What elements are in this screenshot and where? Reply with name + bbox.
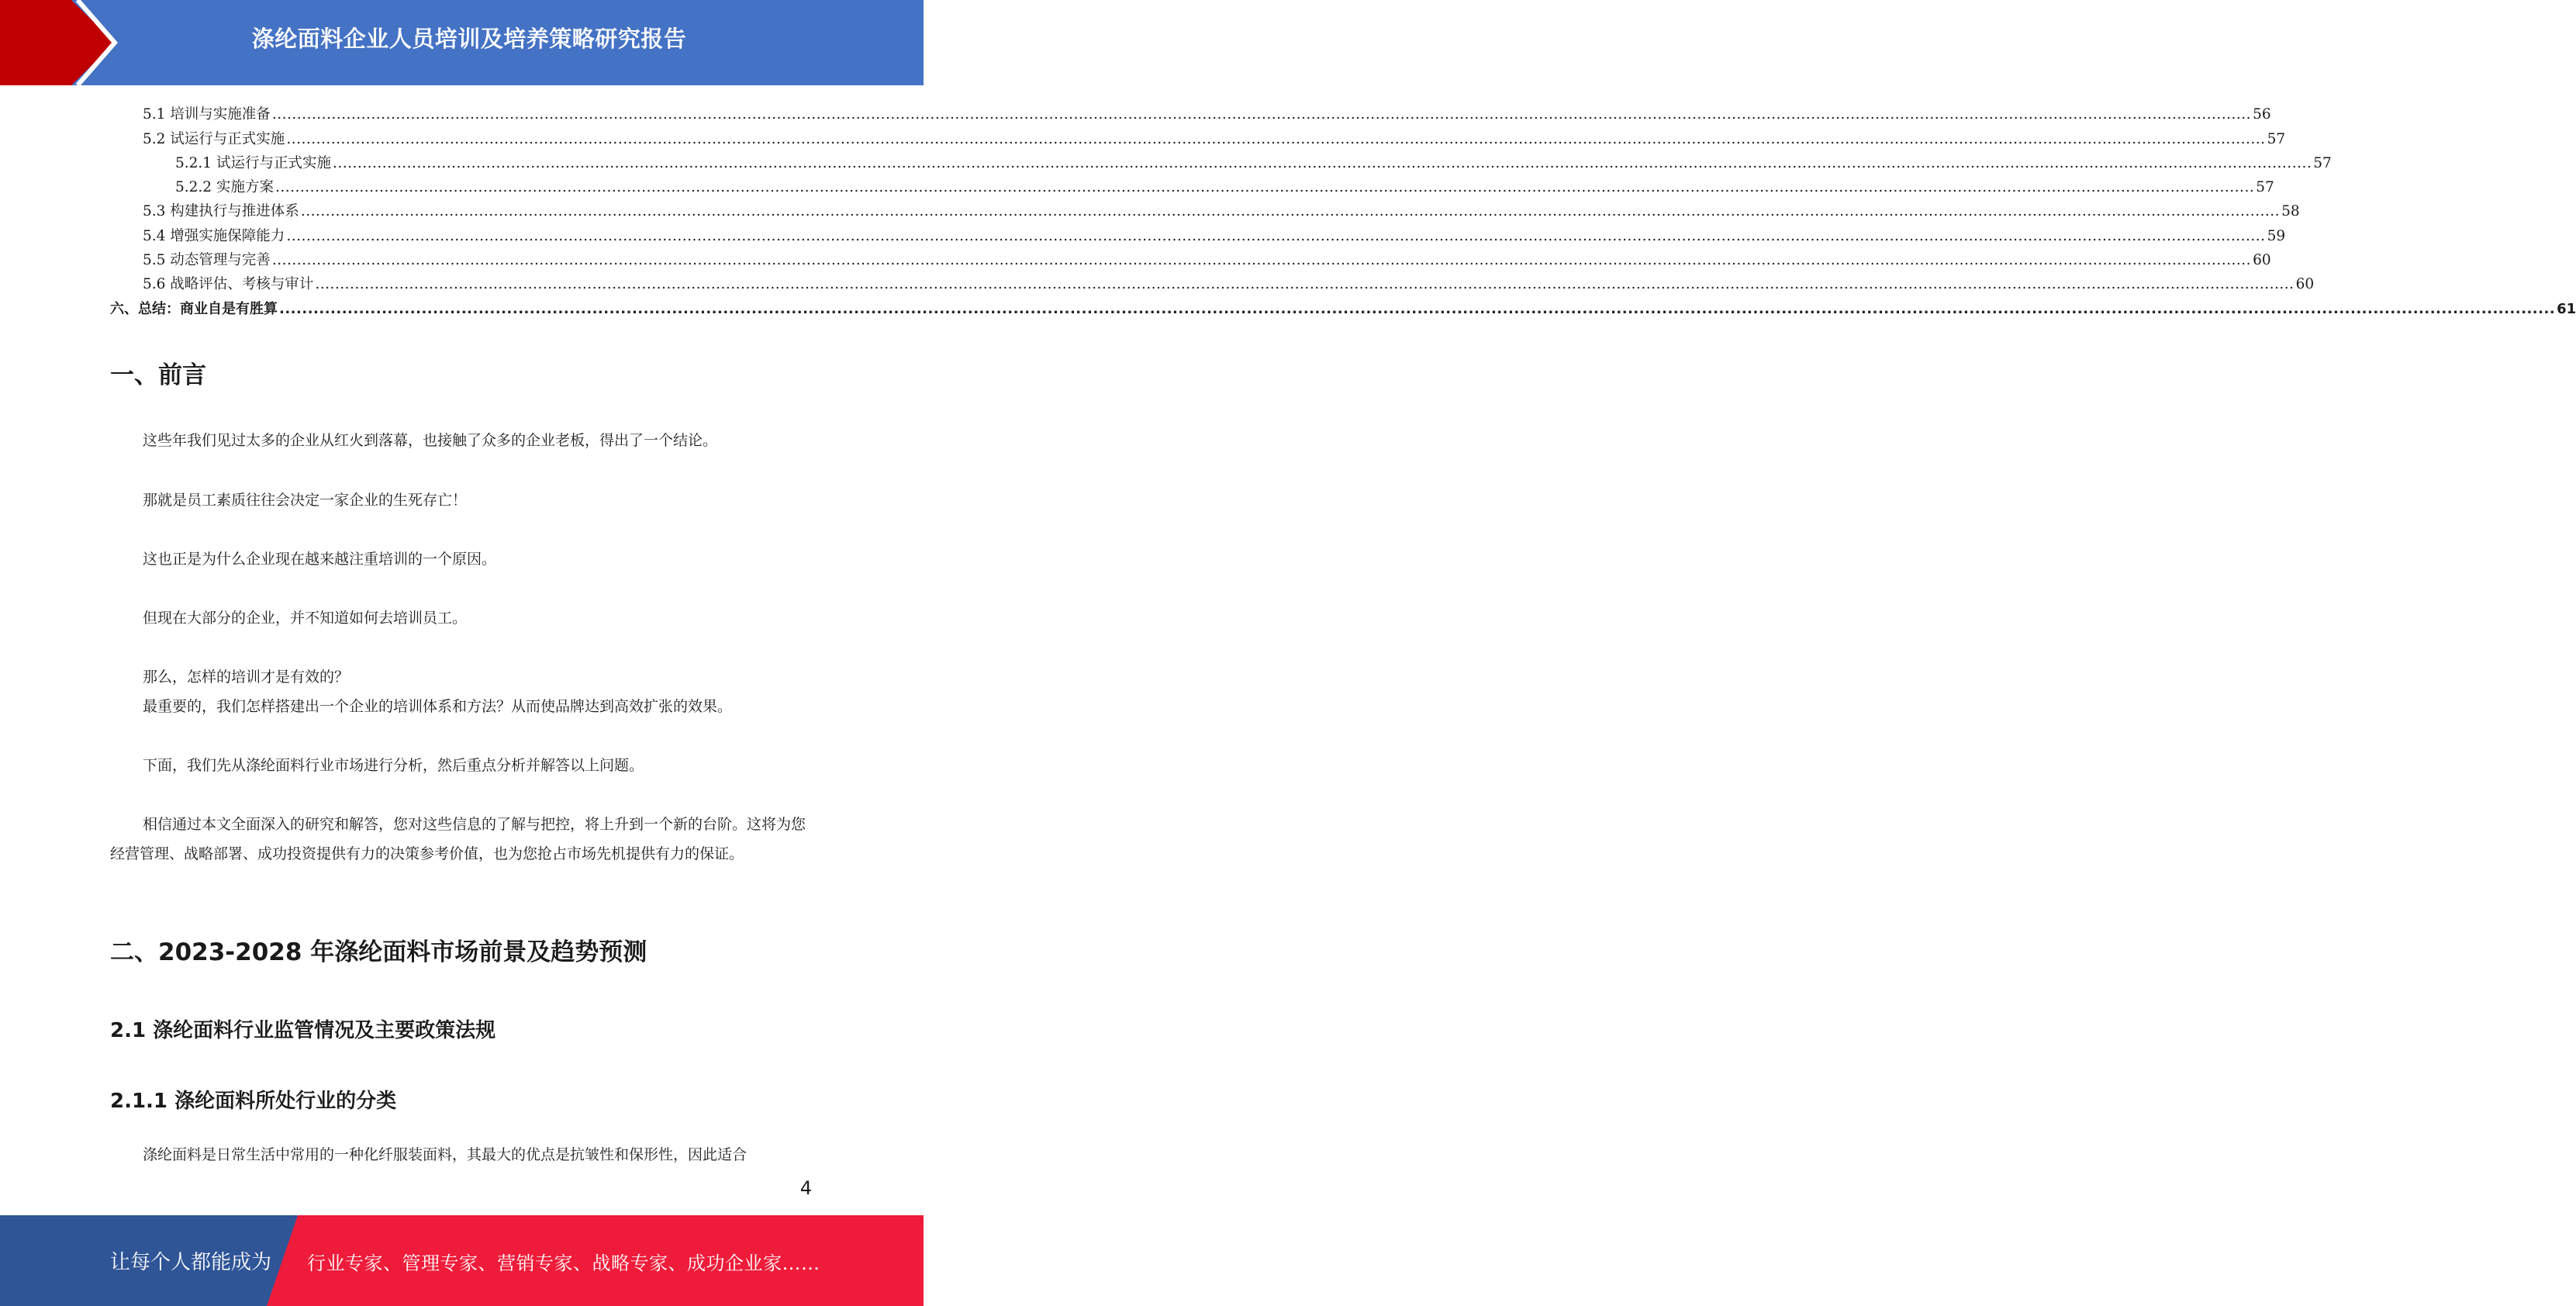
toc-entry-title: 5.1 培训与实施准备 (143, 106, 271, 123)
paragraph-text: 那就是员工素质往往会决定一家企业的生死存亡！ (143, 492, 468, 509)
paragraph-text: 但现在大部分的企业，并不知道如何去培训员工。 (143, 610, 468, 627)
paragraph-text: 涤纶面料是日常生活中常用的一种化纤服装面料，其最大的优点是抗皱性和保形性，因此适合 (143, 1146, 748, 1163)
subsection-heading: 2.1.1 涤纶面料所处行业的分类 (110, 1090, 397, 1113)
footer-slogan-left: 让每个人都能成为 (110, 1251, 272, 1274)
toc-entry-page: 58 (2281, 203, 2300, 220)
paragraph-text: 那么，怎样的培训才是有效的？ (143, 669, 350, 686)
toc-entry[interactable] (110, 196, 2300, 220)
toc-entry-page: 59 (2267, 227, 2286, 244)
toc-entry[interactable] (110, 245, 2271, 269)
table-of-contents (110, 99, 2576, 318)
paragraph (110, 426, 813, 455)
toc-entry[interactable] (110, 269, 2315, 293)
paragraph-text: 这也正是为什么企业现在越来越注重培训的一个原因。 (143, 551, 497, 568)
section-heading-market: 二、2023-2028 年涤纶面料市场前景及趋势预测 (110, 938, 647, 966)
toc-entry-title: 5.3 构建执行与推进体系 (143, 203, 299, 220)
paragraph (110, 810, 813, 869)
paragraph (110, 485, 813, 515)
toc-entry-page: 56 (2253, 106, 2271, 123)
paragraph-text: 最重要的，我们怎样搭建出一个企业的培训体系和方法？从而使品牌达到高效扩张的效果。 (143, 698, 733, 715)
toc-entry-page: 57 (2256, 179, 2274, 196)
header-title: 涤纶面料企业人员培训及培养策略研究报告 (251, 26, 687, 52)
toc-leader-dots: ................................................................................................................................................................................................................................................................................................................................................................................................................ (286, 227, 2266, 244)
toc-leader-dots: ................................................................................................................................................................................................................................................................................................................................................................................................................ (279, 300, 2556, 317)
toc-entry-page: 60 (2295, 276, 2315, 293)
toc-leader-dots: ................................................................................................................................................................................................................................................................................................................................................................................................................ (332, 154, 2312, 171)
toc-entry[interactable] (110, 123, 2286, 147)
paragraph (110, 751, 813, 780)
toc-entry-page: 57 (2267, 130, 2286, 147)
toc-entry[interactable] (110, 148, 2332, 172)
toc-entry-page: 60 (2253, 252, 2271, 269)
toc-leader-dots: ................................................................................................................................................................................................................................................................................................................................................................................................................ (271, 252, 2252, 269)
toc-leader-dots: ................................................................................................................................................................................................................................................................................................................................................................................................................ (286, 130, 2266, 147)
paragraph (110, 662, 813, 721)
toc-entry[interactable] (110, 220, 2286, 244)
paragraph (110, 603, 813, 633)
toc-entry-title: 5.4 增强实施保障能力 (143, 227, 285, 244)
paragraph-text: 相信通过本文全面深入的研究和解答，您对这些信息的了解与把控，将上升到一个新的台阶。这将为您经营管理、战略部署、成功投资提供有力的决策参考价值，也为您抢占市场先机提供有力的保证。 (110, 816, 806, 862)
toc-entry-page: 57 (2313, 154, 2332, 171)
toc-entry-page: 61 (2557, 300, 2576, 317)
toc-entry[interactable] (110, 172, 2274, 196)
toc-leader-dots: ................................................................................................................................................................................................................................................................................................................................................................................................................ (315, 276, 2295, 293)
paragraph-text: 下面，我们先从涤纶面料行业市场进行分析，然后重点分析并解答以上问题。 (143, 757, 644, 774)
toc-entry-title: 5.6 战略评估、考核与审计 (143, 276, 314, 293)
page-number: 4 (799, 1177, 812, 1199)
toc-entry-title: 5.2 试运行与正式实施 (143, 130, 285, 147)
toc-leader-dots: ................................................................................................................................................................................................................................................................................................................................................................................................................ (271, 106, 2252, 123)
paragraph (110, 544, 813, 574)
toc-entry-title: 5.5 动态管理与完善 (143, 252, 271, 269)
toc-entry-title: 5.2.2 实施方案 (175, 179, 274, 196)
toc-entry[interactable] (110, 99, 2271, 123)
toc-leader-dots: ................................................................................................................................................................................................................................................................................................................................................................................................................ (275, 179, 2255, 196)
section-heading-preface: 一、前言 (110, 361, 206, 389)
toc-entry[interactable] (110, 293, 2576, 317)
paragraph (110, 1140, 813, 1170)
toc-entry-title: 5.2.1 试运行与正式实施 (175, 154, 331, 171)
toc-leader-dots: ................................................................................................................................................................................................................................................................................................................................................................................................................ (300, 203, 2281, 220)
page-footer (0, 1215, 924, 1306)
page-header (0, 0, 924, 85)
paragraph-text: 这些年我们见过太多的企业从红火到落幕，也接触了众多的企业老板，得出了一个结论。 (143, 432, 718, 449)
footer-slogan-right: 行业专家、管理专家、营销专家、战略专家、成功企业家…… (307, 1252, 820, 1274)
toc-entry-title: 六、总结：商业自是有胜算 (110, 300, 278, 317)
subsection-heading: 2.1 涤纶面料行业监管情况及主要政策法规 (110, 1019, 496, 1042)
